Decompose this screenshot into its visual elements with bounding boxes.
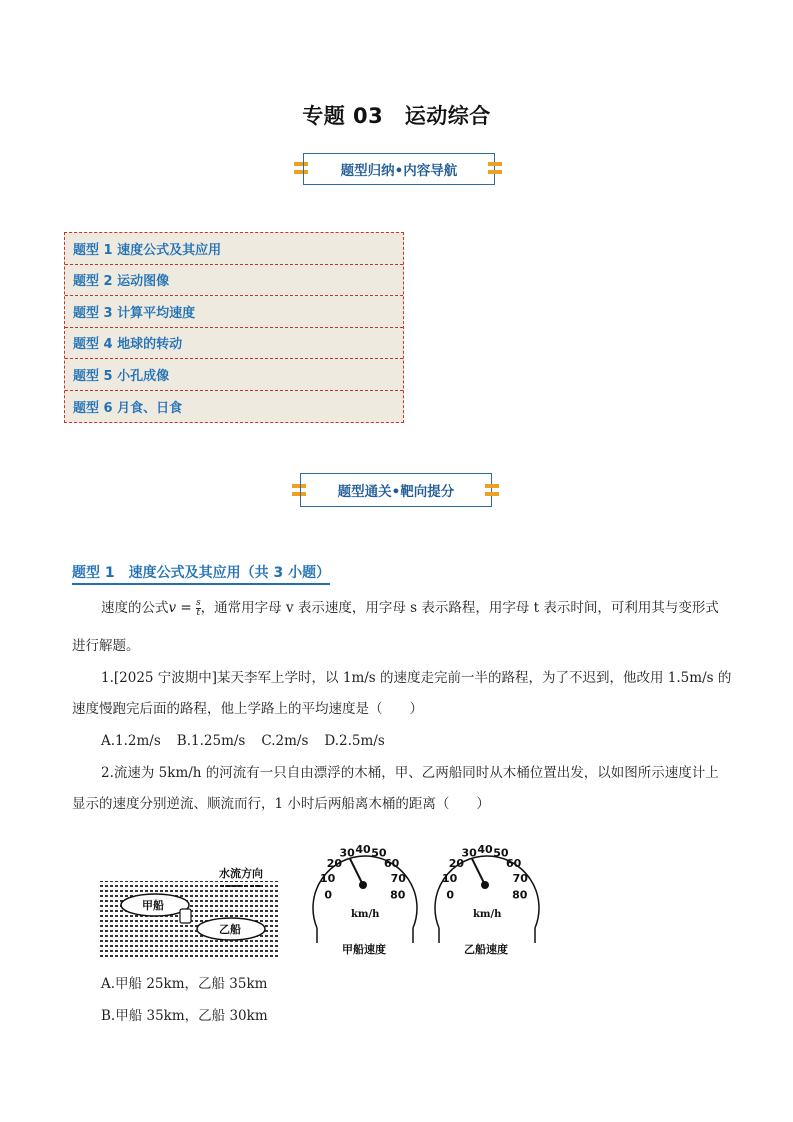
- gauge-tick-label: 10: [320, 872, 336, 885]
- gauge-tick-label: 10: [442, 872, 458, 885]
- toc-item-1[interactable]: 题型 1 速度公式及其应用: [65, 233, 403, 265]
- gauge-tick-label: 30: [339, 846, 355, 860]
- toc-item-4[interactable]: 题型 4 地球的转动: [65, 328, 403, 360]
- toc-item-5[interactable]: 题型 5 小孔成像: [65, 359, 403, 391]
- gauge-tick-label: 20: [326, 857, 343, 871]
- gauge-tick-label: 70: [390, 872, 406, 885]
- formula-numerator: s: [196, 598, 201, 608]
- gauge-tick-label: 80: [390, 888, 406, 902]
- boat-b-label: 乙船: [219, 923, 241, 936]
- gauge-a-caption: 甲船速度: [342, 943, 386, 956]
- gauge-tick-label: 40: [355, 843, 371, 856]
- toc-item-3[interactable]: 题型 3 计算平均速度: [65, 296, 403, 328]
- unit-label: km/h: [473, 909, 502, 920]
- gauge-b-caption: 乙船速度: [464, 943, 508, 956]
- option-a[interactable]: A.1.2m/s: [101, 733, 161, 749]
- flow-direction-label: 水流方向: [219, 867, 263, 880]
- formula-denominator: t: [196, 608, 201, 618]
- page-title: 专题 03 运动综合: [302, 104, 491, 128]
- toc-item-6[interactable]: 题型 6 月食、日食: [73, 400, 183, 416]
- section-banner-navigation: 题型归纳•内容导航: [303, 153, 495, 185]
- option-d[interactable]: D.2.5m/s: [324, 733, 385, 749]
- gauge-tick-label: 70: [512, 872, 528, 885]
- question-2-option-b[interactable]: B.甲船 35km，乙船 30km: [101, 1008, 268, 1024]
- needle-boat-b: [472, 858, 485, 885]
- banner-decoration-right: [485, 484, 499, 496]
- gauge-tick-label: 50: [371, 846, 387, 860]
- option-c[interactable]: C.2m/s: [261, 733, 309, 749]
- gauge-tick-label: 30: [461, 846, 477, 860]
- intro-line-2: 进行解题。: [72, 638, 140, 654]
- intro-prefix: 速度的公式: [101, 600, 169, 616]
- question-1-options: [101, 725, 385, 757]
- unit-label: km/h: [351, 909, 380, 920]
- question-2-figure: [95, 825, 555, 960]
- barrel: [180, 909, 191, 923]
- gauge-tick-label: 0: [324, 888, 333, 902]
- gauge-tick-label: 60: [505, 857, 522, 871]
- question-1-line-1: 1.[2025 宁波期中]某天李军上学时，以 1m/s 的速度走完前一半的路程，为了不迟到，他改用 1.5m/s 的: [101, 670, 732, 686]
- question-2-line-2: 显示的速度分别逆流、顺流而行，1 小时后两船离木桶的距离（ ）: [72, 796, 490, 812]
- gauge-tick-label: 60: [383, 857, 400, 871]
- speedometer-boat-b: [435, 843, 539, 956]
- option-b[interactable]: B.1.25m/s: [176, 733, 246, 749]
- table-of-contents: [64, 232, 404, 423]
- question-1-line-2: 速度慢跑完后面的路程，他上学路上的平均速度是（ ）: [72, 701, 423, 717]
- gauge-tick-label: 50: [493, 846, 509, 860]
- section-heading: 题型 1 速度公式及其应用（共 3 小题）: [72, 562, 330, 585]
- boat-a-label: 甲船: [142, 899, 164, 912]
- toc-item-2[interactable]: 题型 2 运动图像: [65, 265, 403, 297]
- banner-decoration-right: [488, 162, 502, 174]
- section-banner-practice: 题型通关•靶向提分: [300, 473, 492, 507]
- intro-suffix: ，通常用字母 v 表示速度，用字母 s 表示路程，用字母 t 表示时间，可利用其与变形式: [200, 600, 719, 616]
- gauge-tick-label: 40: [477, 843, 493, 856]
- question-2-line-1: 2.流速为 5km/h 的河流有一只自由漂浮的木桶，甲、乙两船同时从木桶位置出发，以如图所示速度计上: [101, 765, 719, 781]
- formula-lhs: v =: [168, 600, 197, 616]
- needle-boat-a: [350, 858, 363, 885]
- gauge-tick-label: 20: [448, 857, 465, 871]
- speedometer-boat-a: [313, 843, 417, 956]
- question-2-option-a[interactable]: A.甲船 25km，乙船 35km: [101, 976, 268, 992]
- gauge-tick-label: 0: [446, 888, 455, 902]
- intro-paragraph: [101, 592, 741, 624]
- gauge-tick-label: 80: [512, 888, 528, 902]
